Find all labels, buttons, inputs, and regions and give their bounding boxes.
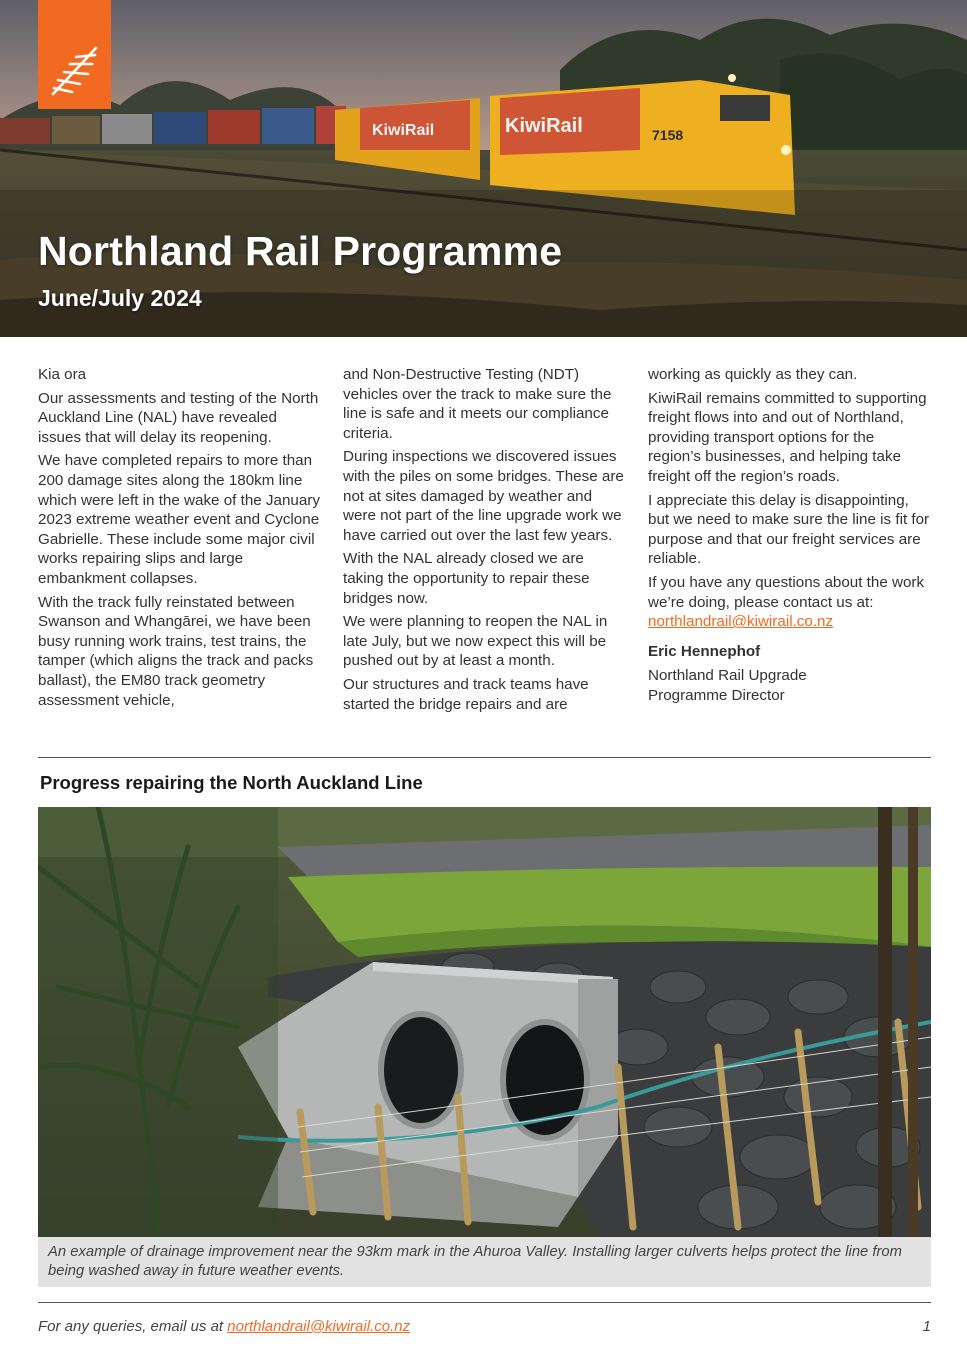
footer-divider [38, 1302, 931, 1303]
paragraph: and Non-Destructive Testing (NDT) vehicles over the track to make sure the line is safe and it meets our compliance criteria. [343, 366, 612, 442]
article-column-1 [38, 365, 320, 740]
signoff-title: Northland Rail Upgrade Programme Director [648, 667, 807, 704]
photo-caption: An example of drainage improvement near the 93km mark in the Ahuroa Valley. Installing larger culverts helps protect the line from being washed away in future weather events. [38, 1237, 931, 1287]
paragraph: We were planning to reopen the NAL in late July, but we now expect this will be pushed out by at least a month. [343, 613, 608, 670]
paragraph: working as quickly as they can. [648, 366, 858, 383]
article-body [38, 365, 931, 740]
loco-label-2: KiwiRail [505, 115, 583, 137]
article-column-3 [648, 365, 930, 740]
section-divider [38, 757, 931, 758]
footer-text: For any queries, email us at [38, 1318, 228, 1335]
paragraph: With the track fully reinstated between Swanson and Whangārei, we have been busy running work trains, test trains, the tamper (which aligns the track and packs ballast), the EM80 track geometry assessment vehicle, [38, 593, 314, 709]
article-column-2 [343, 365, 625, 740]
kiwirail-fern-icon [50, 44, 100, 98]
paragraph: During inspections we discovered issues with the piles on some bridges. These are not at sites damaged by weather and were not part of the line upgrade work we have carried out over the last few years. [343, 448, 624, 544]
paragraph: With the NAL already closed we are taking the opportunity to repair these bridges now. [343, 550, 590, 607]
footer-contact [38, 1318, 410, 1335]
page-footer [38, 1318, 931, 1335]
paragraph: Our assessments and testing of the North Auckland Line (NAL) have revealed issues that will delay its reopening. [38, 389, 319, 446]
paragraph: I appreciate this delay is disappointing, but we need to make sure the line is fit for purpose and that our freight services are reliable. [648, 491, 930, 568]
paragraph: Kia ora [38, 366, 87, 383]
culvert-scene [38, 807, 931, 1237]
contact-email-link[interactable]: northlandrail@kiwirail.co.nz [648, 613, 834, 631]
page-number: 1 [922, 1318, 931, 1335]
culvert-photo [38, 807, 931, 1237]
contact-paragraph [648, 573, 930, 632]
footer-email-link[interactable]: northlandrail@kiwirail.co.nz [227, 1318, 411, 1335]
loco-label-1: KiwiRail [372, 122, 435, 139]
signoff-name: Eric Hennephof [648, 642, 761, 660]
hero-banner [0, 0, 967, 337]
progress-heading: Progress repairing the North Auckland Line [40, 772, 423, 793]
page-title: Northland Rail Programme [38, 228, 563, 274]
paragraph: We have completed repairs to more than 200 damage sites along the 180km line which were left in the wake of the January 2023 extreme weather event and Cyclone Gabrielle. These include some major civil works repairing slips and large embankment collapses. [38, 452, 320, 587]
page-subtitle: June/July 2024 [38, 285, 202, 311]
loco-number: 7158 [652, 127, 684, 143]
paragraph: Our structures and track teams have started the bridge repairs and are [343, 675, 589, 713]
kiwirail-logo [38, 0, 111, 109]
paragraph: KiwiRail remains committed to supporting freight flows into and out of Northland, providing transport options for the region’s businesses, and helping take freight off the region’s roads. [648, 389, 927, 485]
headlight-icon [728, 74, 736, 82]
contact-text: If you have any questions about the work we’re doing, please contact us at: [648, 573, 925, 611]
